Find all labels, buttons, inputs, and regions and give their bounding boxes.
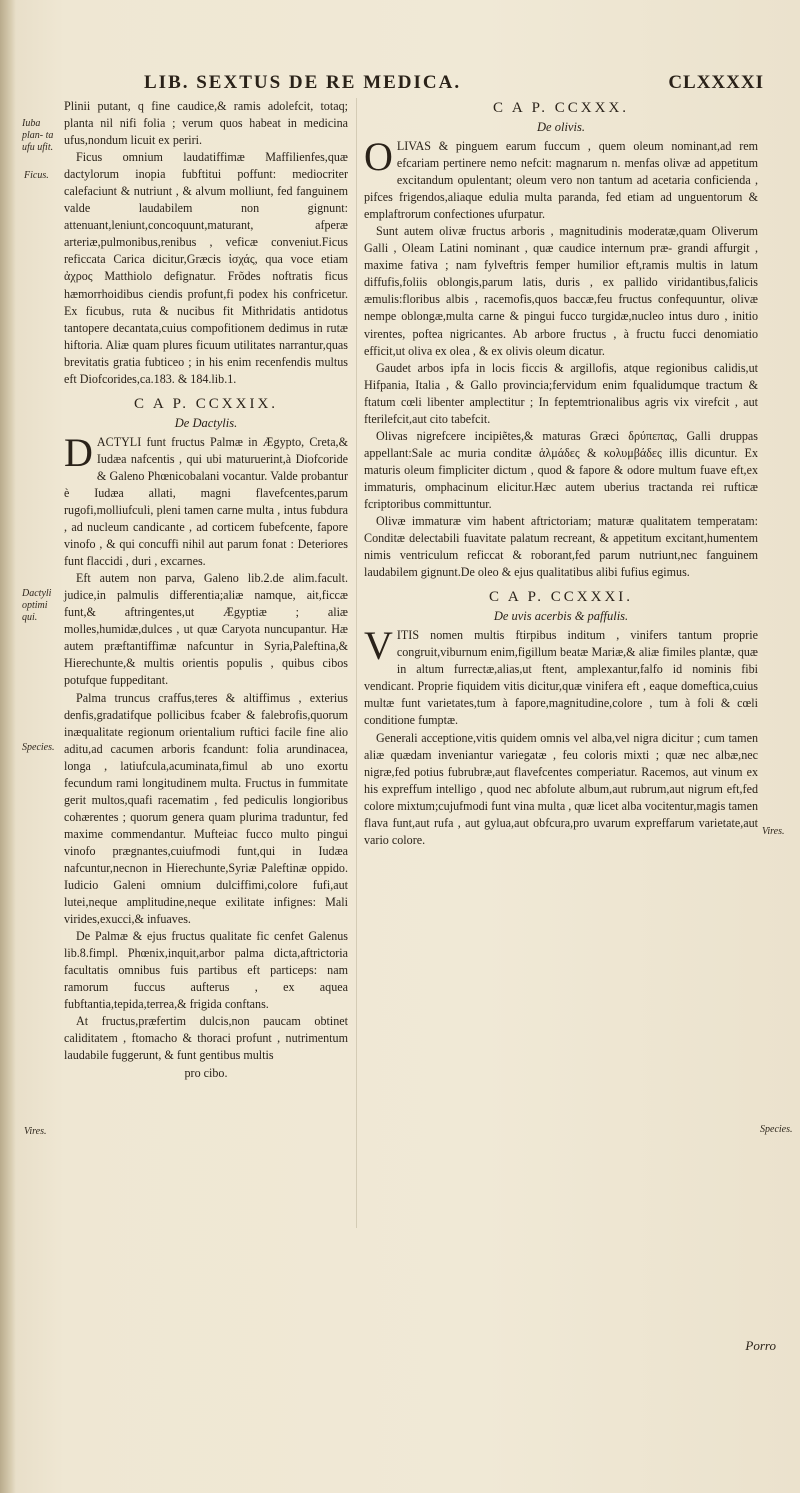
paragraph: Generali acceptione,vitis quidem omnis vel alba,vel nigra dicitur ; cum tamen aliæ quædam inveniantur variegatæ , feu coloris mixti ; quæ nec albæ,nec nigræ,fed potius fubrubræ,aut flavefcentes comperiatur. Racemos, aut vinum ex his expreffum intelligo , quod nec abfolute album,aut rubrum,aut nigrum eft,fed colore mixtum;cujufmodi funt vina multa , quæ licet alba vocitentur,magis tamen flava funt,aut rufa , aut gylua,aut obfcura,pro uvarum expreffarum varietate,aut vario colore. (364, 730, 758, 847)
running-title: LIB. SEXTUS DE RE MEDICA. (144, 72, 462, 93)
paragraph: Olivæ immaturæ vim habent aftrictoriam; maturæ qualitatem temperatam: Conditæ delectabili fuavitate palatum recreant, & appetitum excitant,humentem nimis ventriculum reficcat & roborant,fed parum nutriunt,nec fanguinem laudabilem gignunt.De oleo & ejus qualitatibus alibi fufius egimus. (364, 514, 758, 580)
chapter-subtitle: De uvis acerbis & paffulis. (493, 609, 629, 624)
margin-note: Ficus. (24, 170, 49, 181)
margin-note: Iuba plan- ta ufu ufit. (22, 118, 54, 153)
paragraph-end: pro cibo. (184, 1065, 228, 1080)
margin-note: Dactyli optimi qui. (22, 588, 52, 623)
paragraph (364, 134, 758, 223)
drop-cap: V (364, 623, 393, 669)
margin-note: Vires. (762, 826, 785, 837)
paragraph-text: ACTYLI funt fructus Palmæ in Ægypto, Creta,& Iudæa nafcentis , qui ubi maturuerint,à Diofcoride & Galeno Phœnicobalani vocantur. Valde probantur è Iudæa allati, magni flavefcentes,parum rugofi,molliufculi, pleni tamen carne multa , intus fubdura , ad nucleum candicante , ad corticem fubefcente, fapore vinofo , & qui concuffi nihil aut parum fonat : Deteriores funt flaccidi , duri , excarnes. (64, 434, 348, 569)
chapter-heading: C A P. CCXXXI. (488, 589, 634, 606)
left-column (64, 98, 348, 1082)
chapter-subtitle: De olivis. (537, 120, 585, 134)
paragraph-text: ITIS nomen multis ftirpibus inditum , vinifers tantum proprie congruit,viburnum enim,figillum beatæ Mariæ,& aliæ fimiles plantæ, quæ in altum furrectæ,alias,ut ftent, amplexantur,falfo id nominis fibi vendicant. Proprie fiquidem vitis dicitur,quæ vinifera eft , eaque domeftica,cuius multæ funt varietates,tum à fapore,magnitudine,colore , tum à foli & cœli conditione fumptæ. (364, 628, 758, 728)
paragraph-text: LIVAS & pinguem earum fuccum , quem oleum nominant,ad rem efcariam pertinere nemo nefcit: magnarum n. menfas olivæ ad appetitum excitandum opulentant; oleum vero non tantum ad acetaria conficienda , pifces frigendos,aliaque edulia multa paranda, fed etiam ad unguentorum & emplaftrorum confectiones ufurpatur. (364, 139, 758, 222)
page-gutter (0, 0, 16, 1493)
paragraph (64, 429, 348, 570)
paragraph: Ficus omnium laudatiffimæ Maffilienfes,quæ dactylorum inopia fubftitui poffunt: mediocriter calefaciunt & nutriunt , & alvum molliunt, fed fanguinem valde laudabilem non gignunt: attenuant,leniunt,concoquunt,maturant, afperæ arteriæ,pulmonibus,renibus , veficæ conveniut.Ficus reficcata Carica dicitur,Græcis ἰσχάς, qua voce etiam ἀχρος Matthiolo defignatur. Frõdes noftratis ficus hæmorrhoidibus ciendis profunt,fi podex his confricetur. Ex ficubus, ruta & nucibus fit Mithridatis antidotus tantopere decantata,cuius compofitionem dedimus in rutæ hiftoria. Aliæ quam plures ficuum utilitates narrantur,quas brevitatis gratia fubticeo ; in his enim recenfendis multus eft Diofcorides,ca.183. & 184.lib.1. (64, 150, 348, 386)
margin-note: Species. (760, 1124, 793, 1135)
folio-number: CLXXXXI (668, 72, 764, 93)
paragraph (364, 623, 758, 729)
margin-note: Species. (22, 742, 55, 753)
chapter-heading: C A P. CCXXX. (492, 100, 630, 116)
column-divider (356, 98, 357, 1228)
paragraph: Olivas nigrefcere incipiẽtes,& maturas Græci δρύπεπας, Galli druppas appellant:Sale ac muria conditæ ἁλμάδες & κολυμβάδες illis dicuntur. Ex maturis oleum fimpliciter dictum , quod & fapore & odore multum fuave eft,ex immaturis, omphacinum elicitur.Hæc autem uberius tractanda rei rufticæ fcriptoribus committuntur. (364, 428, 758, 511)
catchword: Porro (745, 1338, 776, 1353)
paragraph: Palma truncus craffus,teres & altiffimus , exterius denfis,gradatifque pollicibus fcaber & falebrofis,quorum inæqualitate regionum orientalium ruftici facile fine alio aditu,ad cacumen arboris fcandunt: folia arundinacea, longa , latiufcula,acuminata,fimul ab uno exortu fecundum rami longitudinem multa. Fructus in fummitate gerit multos,quafi racematim , fed pediculis longioribus cohærentes ; quorum genera quam plurima traduntur, fed maxime commendantur. Mufteiac fucco multo pingui vinofo prægnantes,cuiufmodi funt,qui in Iudæa nafcuntur,necnon in Hierechunte,Syriæ Paleftinæ oppido. Iudicio Galeni omnium dulciffimi,colore fufi,aut lutei,neque amplitudine,neque exilitate infignes: Mali virides,exucci,& infuaves. (64, 690, 348, 927)
chapter-heading: C A P. CCXXIX. (133, 395, 279, 412)
paragraph: At fructus,præfertim dulcis,non paucam obtinet caliditatem , ftomacho & thoraci profunt , nutrimentum laudabile fuggerunt, & funt gentibus multis (64, 1014, 348, 1063)
paragraph: Eft autem non parva, Galeno lib.2.de alim.facult. judice,in palmulis differentia;aliæ namque, ait,ficcæ funt,& aftringentes,ut Ægyptiæ ; aliæ molles,humidæ,dulces , ut quæ Caryota nuncupantur. Hæ autem præftantiffimæ nafcuntur in Syria,Paleftina,& Hierechunte,& multis orientis populis , quibus cibos potufque fuppeditant. (64, 571, 348, 688)
right-column (364, 98, 758, 849)
paragraph: Gaudet arbos ipfa in locis ficcis & argillofis, atque regionibus calidis,ut Hifpania, Italia , & Gallo provincia;fervidum enim fqualidumque tractum & ftatum cœli libenter amplectitur ; In feptemtrionalibus agris vix virefcit , aut fterilefcit,aut cito tabefcit. (364, 360, 758, 426)
paragraph: Plinii putant, q fine caudice,& ramis adolefcit, totaq; planta nil nifi folia ; verum quos habeat in medicina ufus,nondum licuit ex periri. (64, 99, 348, 148)
running-header (144, 72, 764, 98)
margin-note: Vires. (24, 1126, 47, 1137)
chapter-subtitle: De Dactylis. (174, 415, 238, 430)
paragraph: Sunt autem olivæ fructus arboris , magnitudinis moderatæ,quam Oliverum Galli , Oleam Latini nominant , quæ caudice internum præ- grandi affurgit , maxime fativa ; nam fylveftris femper humilior eft,ramis multis in latum diffufis,foliis oblongis,parum latis, duris , ex pallido viridantibus,falicis æmulis:floribus albis , racemofis,quos baccæ,feu fructus confequuntur, olivæ nempe oblongæ,multa carne & pingui fucco turgidæ,nucleo intus duro , initio virentes, poftea nigricantes. Ab arbore fructus , à fructu fucci denomiatio efficit,ut oliva ex olea , & ex olivis oleum dicatur. (364, 224, 758, 358)
paragraph: De Palmæ & ejus fructus qualitate fic cenfet Galenus lib.8.fimpl. Phœnix,inquit,arbor palma dicta,aftrictoria facultatis omnibus fuis partibus eft particeps: nam ramorum fuccus aufterus , ex aquea fubftantia,tepida,terrea,& frigida conftans. (64, 929, 348, 1012)
drop-cap: O (364, 134, 393, 179)
drop-cap: D (64, 429, 93, 475)
